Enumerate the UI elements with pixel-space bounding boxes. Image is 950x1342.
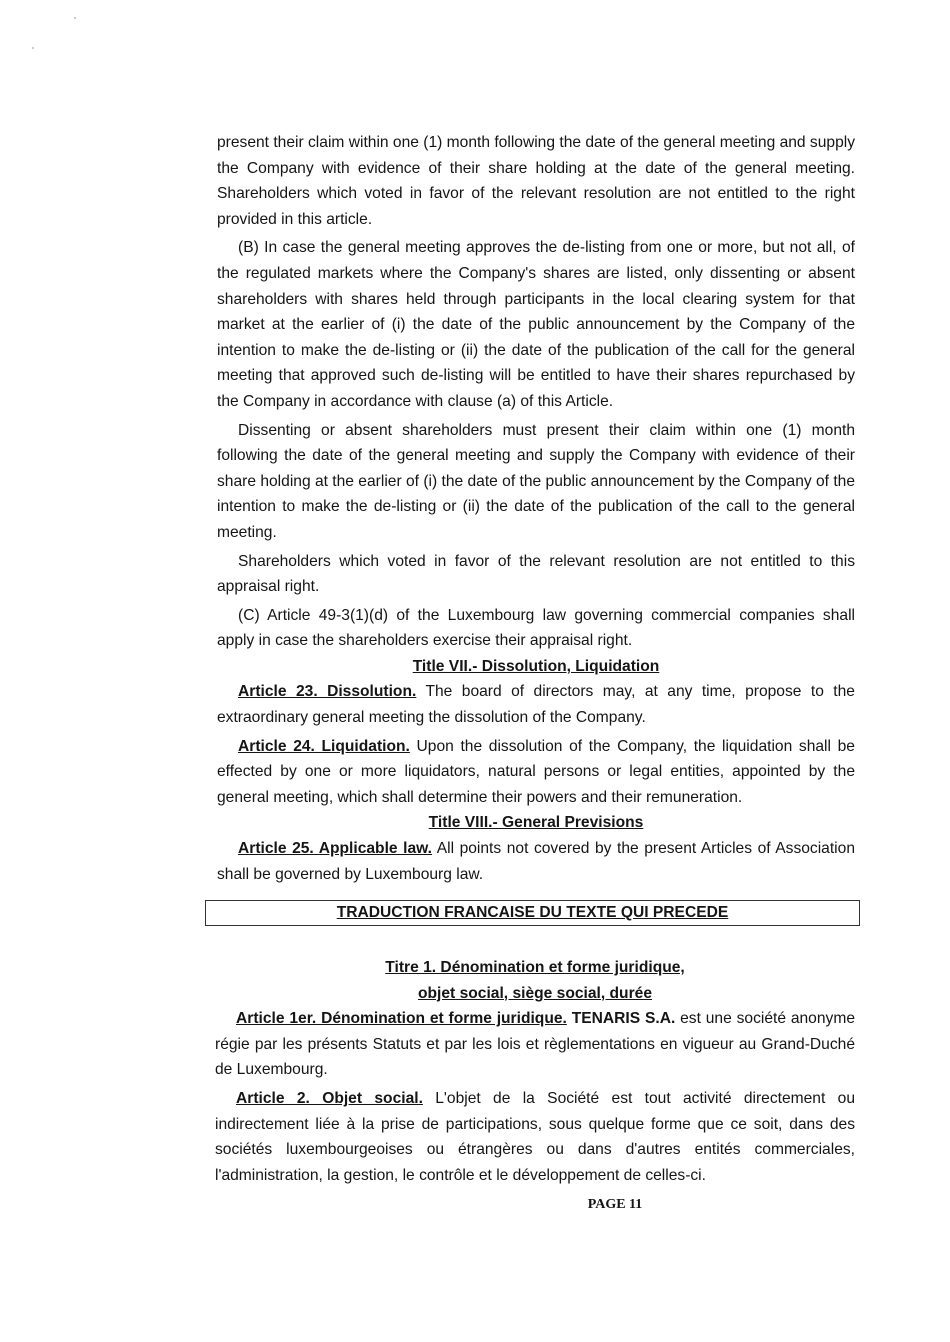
article-1er-text: est une société anonyme régie par les présents Statuts et par les lois et règlementations en vigueur au Grand-Duché de Luxembourg. [215, 1010, 855, 1079]
article-2 [215, 1086, 855, 1188]
article-25 [217, 836, 855, 887]
paragraph-appraisal: Shareholders which voted in favor of the relevant resolution are not entitled to this appraisal right. [217, 552, 855, 596]
article-24-text: Upon the dissolution of the Company, the liquidation shall be effected by one or more liquidators, natural persons or legal entities, appointed by the general meeting, which shall determine their powers and their remuneration. [217, 737, 855, 806]
document-body [217, 130, 855, 887]
article-1er [215, 1006, 855, 1083]
article-23-heading: Article 23. Dissolution. [238, 683, 417, 701]
section-title-viii: Title VIII.- General Previsions [428, 814, 644, 832]
article-2-text: L'objet de la Société est tout activité directement ou indirectement liée à la prise de participations, sous quelque forme que ce soit, dans des sociétés luxembourgeoises ou étrangères ou dans d'autres entités commerciales, l'administration, la gestion, le contrôle et le développement de celles-ci. [215, 1089, 855, 1184]
french-title-line-2: objet social, siège social, durée [418, 984, 652, 1002]
paragraph-b: (B) In case the general meeting approves the de-listing from one or more, but not all, of the regulated markets where the Company's shares are listed, only dissenting or absent shareholders with shares held through participants in the local clearing system for that market at the earlier of (i) the date of the public announcement by the Company of the intention to make the de-listing or (ii) the date of the publication of the call for the general meeting that approved such de-listing will be entitled to have their shares repurchased by the Company in accordance with clause (a) of this Article. [217, 239, 855, 410]
page-number: PAGE 11 [587, 1197, 643, 1212]
article-23 [217, 679, 855, 730]
scan-speck [32, 47, 34, 49]
paragraph-dissenting: Dissenting or absent shareholders must present their claim within one (1) month following the date of the general meeting and supply the Company with evidence of their share holding at the earlier of (i) the date of the public announcement by the Company of the intention to make the de-listing or (ii) the date of the publication of the call to the general meeting. [217, 421, 856, 541]
article-1er-heading: Article 1er. Dénomination et forme juridique. [236, 1010, 567, 1028]
french-translation [215, 955, 855, 1188]
article-25-text: All points not covered by the present Articles of Association shall be governed by Luxembourg law. [217, 840, 855, 883]
article-24-heading: Article 24. Liquidation. [238, 737, 410, 755]
article-24 [217, 734, 855, 811]
scan-speck [74, 17, 76, 19]
paragraph-continuation: present their claim within one (1) month following the date of the general meeting and supply the Company with evidence of their share holding at the date of the general meeting. Shareholders which voted in favor of the relevant resolution are not entitled to the right provided in this article. [217, 134, 855, 228]
article-2-heading: Article 2. Objet social. [236, 1089, 423, 1107]
article-25-heading: Article 25. Applicable law. [238, 840, 433, 858]
company-name: TENARIS S.A. [571, 1010, 676, 1028]
article-23-text: The board of directors may, at any time, propose to the extraordinary general meeting the dissolution of the Company. [217, 683, 855, 727]
translation-banner: TRADUCTION FRANCAISE DU TEXTE QUI PRECEDE [205, 900, 860, 926]
section-title-vii: Title VII.- Dissolution, Liquidation [412, 657, 660, 675]
paragraph-c: (C) Article 49-3(1)(d) of the Luxembourg law governing commercial companies shall apply in case the shareholders exercise their appraisal right. [217, 606, 855, 650]
french-title-line-1: Titre 1. Dénomination et forme juridique, [385, 959, 685, 976]
